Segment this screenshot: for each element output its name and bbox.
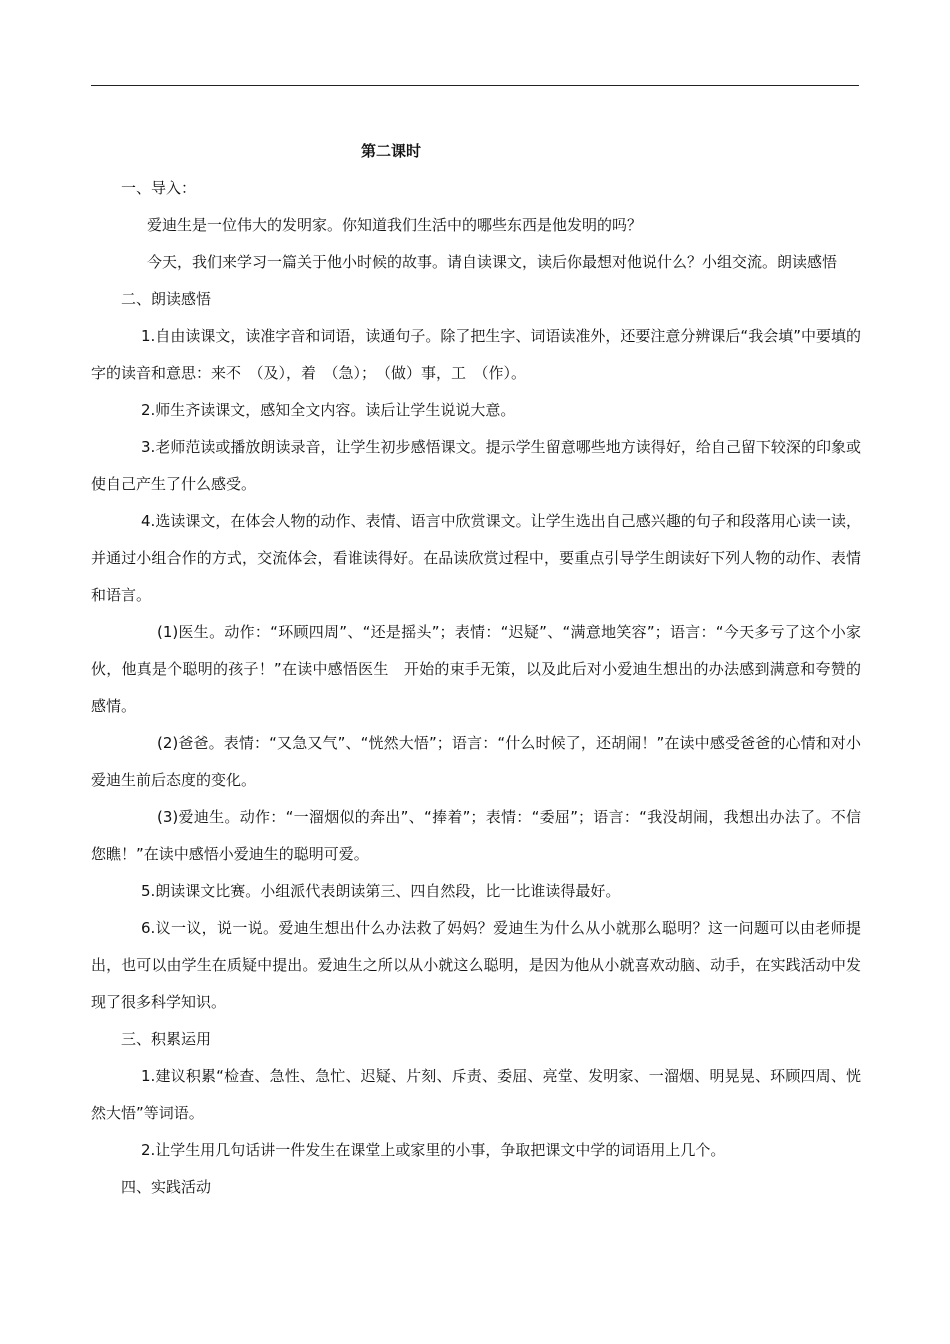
- list-item: 1.建议积累“检查、急性、急忙、迟疑、片刻、斥责、委屈、亮堂、发明家、一溜烟、明晃晃、环顾四周、恍然大悟”等词语。: [91, 1067, 861, 1122]
- sub-list-item: (2)爸爸。表情：“又急又气”、“恍然大悟”；语言：“什么时候了，还胡闹！”在读中感受爸爸的心情和对小爱迪生前后态度的变化。: [91, 734, 861, 789]
- section-heading-intro: 一、导入：: [121, 179, 197, 197]
- list-item: 2.师生齐读课文，感知全文内容。读后让学生说说大意。: [141, 401, 516, 419]
- list-item: 1.自由读课文，读准字音和词语，读通句子。除了把生字、词语读准外，还要注意分辨课后“我会填”中要填的字的读音和意思：来不 （及），着 （急）； （做）事，工 （作）。: [91, 327, 861, 382]
- section-heading-practice: 三、积累运用: [121, 1030, 212, 1048]
- page-title: 第二课时: [361, 142, 422, 160]
- list-item: 2.让学生用几句话讲一件发生在课堂上或家里的小事，争取把课文中学的词语用上几个。: [141, 1141, 726, 1159]
- list-item: 5.朗读课文比赛。小组派代表朗读第三、四自然段，比一比谁读得最好。: [141, 882, 621, 900]
- header-rule: [91, 85, 859, 86]
- sub-list-item: (3)爱迪生。动作：“一溜烟似的奔出”、“捧着”；表情：“委屈”；语言：“我没胡闹，我想出办法了。不信您瞧！”在读中感悟小爱迪生的聪明可爱。: [91, 808, 861, 863]
- sub-list-item: (1)医生。动作：“环顾四周”、“还是摇头”；表情：“迟疑”、“满意地笑容”；语言：“今天多亏了这个小家伙，他真是个聪明的孩子！”在读中感悟医生 开始的束手无策，以及此后对小爱迪生想出的办法感到满意和夸赞的感情。: [91, 623, 861, 715]
- section-heading-activity: 四、实践活动: [121, 1178, 212, 1196]
- list-item: 4.选读课文，在体会人物的动作、表情、语言中欣赏课文。让学生选出自己感兴趣的句子和段落用心读一读，并通过小组合作的方式，交流体会，看谁读得好。在品读欣赏过程中，要重点引导学生朗读好下列人物的动作、表情和语言。: [91, 512, 861, 604]
- paragraph: 今天，我们来学习一篇关于他小时候的故事。请自读课文，读后你最想对他说什么？小组交流。朗读感悟: [147, 253, 838, 271]
- list-item: 3.老师范读或播放朗读录音，让学生初步感悟课文。提示学生留意哪些地方读得好，给自己留下较深的印象或使自己产生了什么感受。: [91, 438, 861, 493]
- document-body: [91, 133, 861, 1206]
- section-heading-reading: 二、朗读感悟: [121, 290, 212, 308]
- paragraph: 爱迪生是一位伟大的发明家。你知道我们生活中的哪些东西是他发明的吗？: [147, 216, 643, 234]
- list-item: 6.议一议，说一说。爱迪生想出什么办法救了妈妈？爱迪生为什么从小就那么聪明？这一问题可以由老师提出，也可以由学生在质疑中提出。爱迪生之所以从小就这么聪明，是因为他从小就喜欢动脑、动手，在实践活动中发现了很多科学知识。: [91, 919, 861, 1011]
